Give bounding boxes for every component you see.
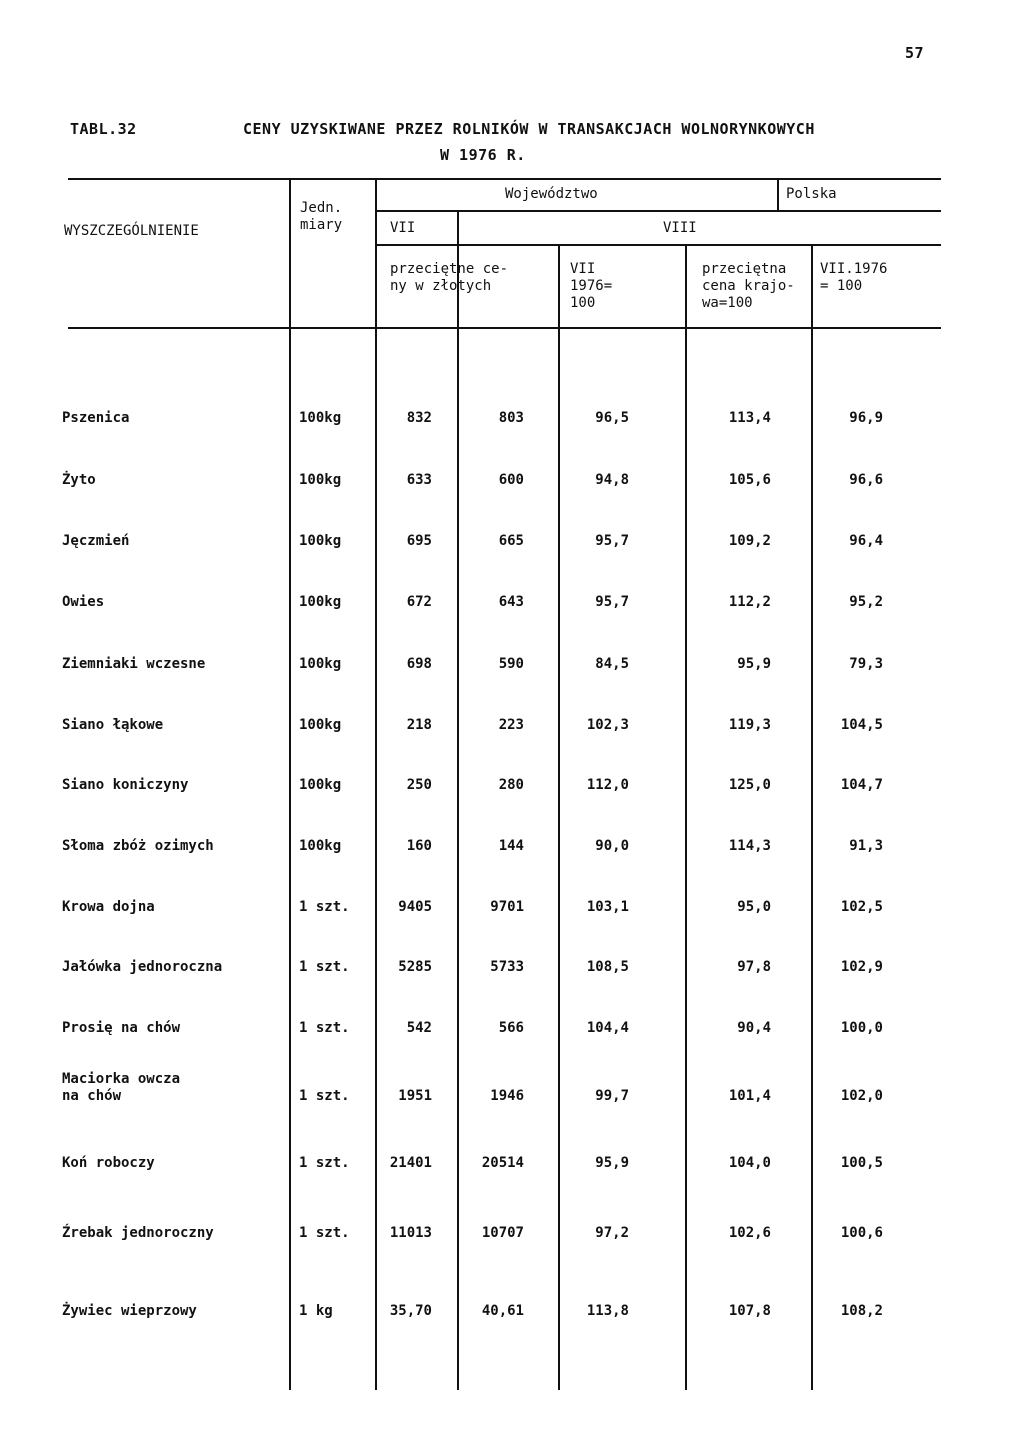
row-label: Słoma zbóż ozimych <box>62 838 214 854</box>
cell-pl: 100,0 <box>840 1020 883 1036</box>
cell-viii: 665 <box>498 533 524 549</box>
cell-viii: 144 <box>498 838 524 854</box>
row-label: Pszenica <box>62 410 130 426</box>
cell-pl: 100,5 <box>840 1155 883 1171</box>
header-spec: WYSZCZEGÓLNIENIE <box>64 223 199 239</box>
cell-nat: 109,2 <box>728 533 771 549</box>
cell-idx: 95,9 <box>595 1155 629 1171</box>
cell-nat: 114,3 <box>728 838 771 854</box>
cell-idx: 99,7 <box>595 1088 629 1104</box>
cell-nat: 119,3 <box>728 717 771 733</box>
header-unit: Jedn. miary <box>300 200 343 233</box>
cell-unit: 100kg <box>299 777 342 793</box>
header-vii-index: VII 1976= 100 <box>570 261 613 311</box>
cell-viii: 280 <box>498 777 524 793</box>
cell-viii: 40,61 <box>481 1303 524 1319</box>
cell-unit: 100kg <box>299 472 342 488</box>
cell-unit: 1 szt. <box>299 899 350 915</box>
table-label: TABL.32 <box>70 120 137 138</box>
cell-nat: 104,0 <box>728 1155 771 1171</box>
cell-nat: 125,0 <box>728 777 771 793</box>
cell-idx: 95,7 <box>595 594 629 610</box>
cell-nat: 102,6 <box>728 1225 771 1241</box>
cell-nat: 107,8 <box>728 1303 771 1319</box>
cell-pl: 108,2 <box>840 1303 883 1319</box>
cell-vii: 695 <box>406 533 432 549</box>
cell-viii: 566 <box>498 1020 524 1036</box>
cell-nat: 112,2 <box>728 594 771 610</box>
cell-idx: 103,1 <box>586 899 629 915</box>
cell-viii: 590 <box>498 656 524 672</box>
cell-vii: 218 <box>406 717 432 733</box>
cell-vii: 633 <box>406 472 432 488</box>
cell-pl: 79,3 <box>849 656 883 672</box>
cell-viii: 643 <box>498 594 524 610</box>
header-voivodeship: Województwo <box>505 186 598 202</box>
cell-vii: 250 <box>406 777 432 793</box>
row-label: Ziemniaki wczesne <box>62 656 206 672</box>
row-label: Maciorka owcza na chów <box>62 1071 181 1104</box>
cell-idx: 94,8 <box>595 472 629 488</box>
header-viii: VIII <box>663 220 697 236</box>
cell-vii: 542 <box>406 1020 432 1036</box>
cell-viii: 600 <box>498 472 524 488</box>
row-label: Żyto <box>62 472 96 488</box>
cell-unit: 100kg <box>299 533 342 549</box>
cell-pl: 96,9 <box>849 410 883 426</box>
cell-unit: 100kg <box>299 656 342 672</box>
cell-pl: 100,6 <box>840 1225 883 1241</box>
cell-pl: 102,0 <box>840 1088 883 1104</box>
cell-viii: 9701 <box>490 899 524 915</box>
cell-idx: 90,0 <box>595 838 629 854</box>
row-label: Owies <box>62 594 105 610</box>
cell-vii: 21401 <box>389 1155 432 1171</box>
cell-vii: 1951 <box>398 1088 432 1104</box>
cell-idx: 95,7 <box>595 533 629 549</box>
cell-idx: 102,3 <box>586 717 629 733</box>
cell-viii: 223 <box>498 717 524 733</box>
cell-vii: 672 <box>406 594 432 610</box>
cell-vii: 832 <box>406 410 432 426</box>
cell-viii: 5733 <box>490 959 524 975</box>
cell-idx: 96,5 <box>595 410 629 426</box>
cell-idx: 113,8 <box>586 1303 629 1319</box>
row-label: Krowa dojna <box>62 899 155 915</box>
cell-idx: 84,5 <box>595 656 629 672</box>
cell-vii: 160 <box>406 838 432 854</box>
cell-nat: 97,8 <box>737 959 771 975</box>
cell-idx: 108,5 <box>586 959 629 975</box>
cell-viii: 20514 <box>481 1155 524 1171</box>
cell-idx: 112,0 <box>586 777 629 793</box>
cell-nat: 101,4 <box>728 1088 771 1104</box>
row-label: Siano łąkowe <box>62 717 164 733</box>
cell-pl: 91,3 <box>849 838 883 854</box>
cell-vii: 9405 <box>398 899 432 915</box>
cell-nat: 95,0 <box>737 899 771 915</box>
cell-pl: 104,5 <box>840 717 883 733</box>
cell-viii: 10707 <box>481 1225 524 1241</box>
cell-unit: 1 szt. <box>299 1155 350 1171</box>
row-label: Źrebak jednoroczny <box>62 1225 214 1241</box>
row-label: Żywiec wieprzowy <box>62 1303 197 1319</box>
row-label: Jałówka jednoroczna <box>62 959 223 975</box>
row-label: Koń roboczy <box>62 1155 155 1171</box>
header-poland: Polska <box>786 186 837 202</box>
cell-nat: 105,6 <box>728 472 771 488</box>
table-title-year: W 1976 R. <box>440 146 526 164</box>
cell-pl: 96,4 <box>849 533 883 549</box>
cell-unit: 1 kg <box>299 1303 333 1319</box>
cell-vii: 5285 <box>398 959 432 975</box>
cell-unit: 100kg <box>299 717 342 733</box>
header-vii: VII <box>390 220 416 236</box>
cell-unit: 1 szt. <box>299 1225 350 1241</box>
cell-idx: 97,2 <box>595 1225 629 1241</box>
cell-unit: 100kg <box>299 410 342 426</box>
cell-unit: 100kg <box>299 838 342 854</box>
header-avg-national: przeciętna cena krajo- wa=100 <box>702 261 795 311</box>
cell-pl: 96,6 <box>849 472 883 488</box>
cell-pl: 95,2 <box>849 594 883 610</box>
cell-idx: 104,4 <box>586 1020 629 1036</box>
cell-unit: 100kg <box>299 594 342 610</box>
cell-unit: 1 szt. <box>299 1088 350 1104</box>
cell-pl: 102,5 <box>840 899 883 915</box>
row-label: Prosię na chów <box>62 1020 181 1036</box>
row-label: Siano koniczyny <box>62 777 189 793</box>
cell-viii: 1946 <box>490 1088 524 1104</box>
table-title: CENY UZYSKIWANE PRZEZ ROLNIKÓW W TRANSAKCJACH WOLNORYNKOWYCH <box>243 120 815 138</box>
cell-pl: 102,9 <box>840 959 883 975</box>
cell-nat: 95,9 <box>737 656 771 672</box>
cell-nat: 113,4 <box>728 410 771 426</box>
cell-nat: 90,4 <box>737 1020 771 1036</box>
cell-viii: 803 <box>498 410 524 426</box>
header-poland-index: VII.1976 = 100 <box>820 261 888 294</box>
cell-pl: 104,7 <box>840 777 883 793</box>
row-label: Jęczmień <box>62 533 130 549</box>
cell-vii: 698 <box>406 656 432 672</box>
cell-vii: 11013 <box>389 1225 432 1241</box>
cell-vii: 35,70 <box>389 1303 432 1319</box>
header-avg-prices: przeciętne ce- ny w złotych <box>390 261 509 294</box>
cell-unit: 1 szt. <box>299 1020 350 1036</box>
page-number: 57 <box>905 44 925 62</box>
cell-unit: 1 szt. <box>299 959 350 975</box>
